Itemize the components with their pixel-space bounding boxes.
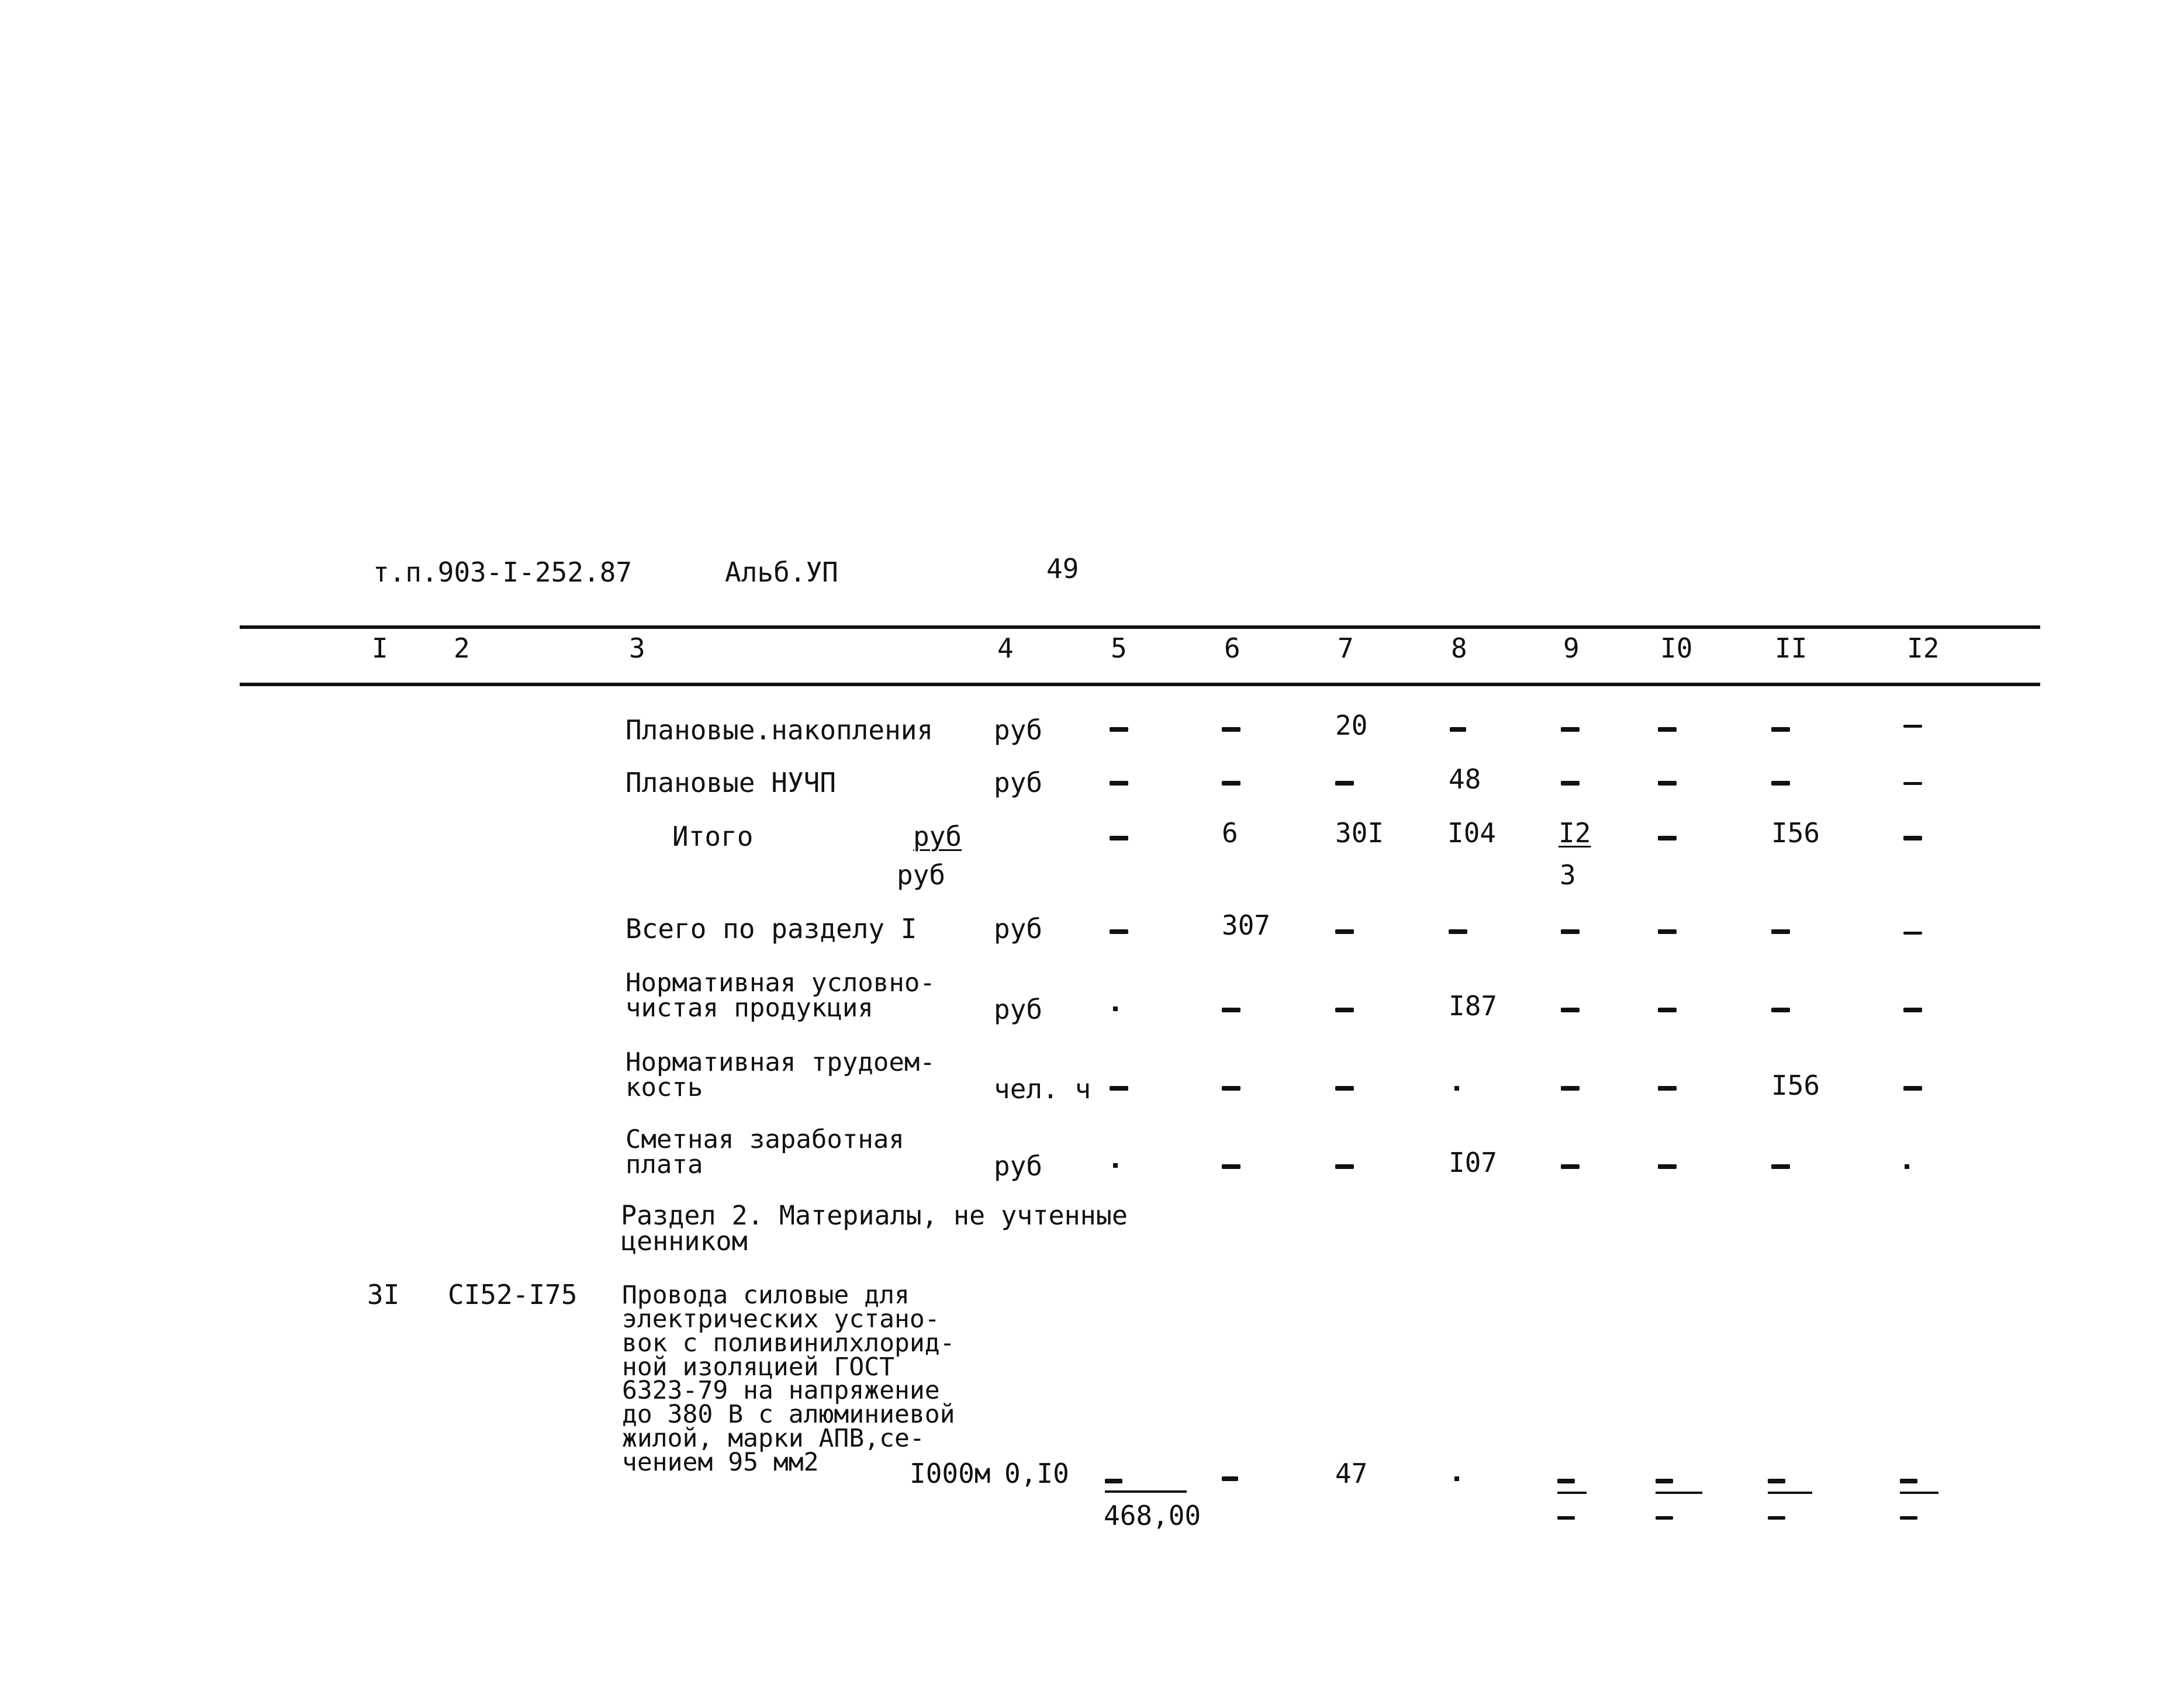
dash-mark <box>1903 725 1922 728</box>
dot-mark <box>1905 1164 1909 1169</box>
column-header-5: 5 <box>1111 632 1127 664</box>
column-header-2: 2 <box>454 632 470 664</box>
column-header-9: 9 <box>1563 632 1580 664</box>
fraction-bar <box>1105 1490 1187 1493</box>
doc-code: т.п.903-I-252.87 <box>373 556 633 588</box>
dash-mark <box>1561 929 1580 934</box>
dash-mark <box>1903 932 1922 935</box>
dot-mark <box>1113 1163 1118 1168</box>
dash-mark <box>1222 1086 1240 1091</box>
page-number: 49 <box>1046 553 1079 584</box>
item31-code: CI52-I75 <box>448 1279 578 1310</box>
dash-mark <box>1110 836 1128 840</box>
dot-mark <box>1113 1006 1118 1011</box>
item31-description: Провода силовые для электрических устано- вок с поливинилхлорид- ной изоляцией ГОСТ 6323-79 на напряжение до 380 В с алюминиевой жилой, марки АПВ,се- чением 95 мм2 <box>622 1281 955 1477</box>
row-planned-nuchp-c8: 48 <box>1449 763 1481 795</box>
row-norm-labor-name: Нормативная трудоем- кость <box>626 1047 935 1103</box>
dash-mark <box>1658 929 1677 934</box>
header-bottom-rule <box>240 683 2040 686</box>
dash-mark <box>1768 1479 1785 1483</box>
dash-mark <box>1771 1008 1790 1012</box>
row-norm-labor-c11: I56 <box>1771 1070 1820 1101</box>
dash-mark <box>1771 727 1790 732</box>
dash-mark <box>1903 836 1922 840</box>
dash-mark <box>1222 1008 1240 1012</box>
dash-mark <box>1561 1164 1580 1169</box>
dash-mark <box>1557 1479 1575 1483</box>
dash-mark <box>1658 781 1677 786</box>
dash-mark <box>1222 1476 1238 1481</box>
row-total-c9-bottom: 3 <box>1560 859 1576 891</box>
dash-mark <box>1222 727 1240 732</box>
row-norm-product-unit: руб <box>994 994 1043 1025</box>
row-planned-savings-unit: руб <box>994 714 1043 746</box>
dash-mark <box>1903 1086 1922 1091</box>
dash-mark <box>1658 1008 1677 1012</box>
column-header-11: II <box>1775 632 1808 664</box>
row-total-c7: 30I <box>1335 817 1384 849</box>
item31-c5-bottom: 468,00 <box>1104 1500 1201 1531</box>
column-header-7: 7 <box>1338 632 1354 664</box>
column-header-3: 3 <box>629 632 645 664</box>
fraction-bar <box>1557 1492 1587 1494</box>
dash-mark <box>1561 727 1580 732</box>
dash-mark <box>1335 1008 1354 1012</box>
dash-mark <box>1110 929 1128 934</box>
dash-mark <box>1557 1516 1575 1520</box>
column-header-6: 6 <box>1224 632 1240 664</box>
row-planned-nuchp-name: Плановые НУЧП <box>626 767 837 798</box>
column-header-1: I <box>372 632 388 664</box>
row-total-unit-bottom: руб <box>897 859 946 891</box>
row-norm-product-c8: I87 <box>1449 990 1498 1022</box>
row-total-c6: 6 <box>1222 817 1238 849</box>
dash-mark <box>1222 1164 1240 1169</box>
dash-mark <box>1658 1164 1677 1169</box>
dash-mark <box>1335 1086 1354 1091</box>
row-planned-savings-name: Плановые.накопления <box>626 714 934 746</box>
row-norm-product-name: Нормативная условно- чистая продукция <box>626 968 935 1023</box>
dash-mark <box>1561 1086 1580 1091</box>
dash-mark <box>1335 781 1354 786</box>
row-total-c8: I04 <box>1447 817 1497 849</box>
column-header-8: 8 <box>1451 632 1467 664</box>
dot-mark <box>1454 1086 1459 1091</box>
row-section-total-c6: 307 <box>1222 909 1271 941</box>
dash-mark <box>1105 1479 1122 1483</box>
row-total-c11: I56 <box>1771 817 1820 849</box>
row-est-salary-c8: I07 <box>1449 1147 1498 1178</box>
dash-mark <box>1900 1479 1917 1483</box>
dash-mark <box>1561 781 1580 786</box>
row-total-name: Итого <box>672 821 754 852</box>
row-section-total-unit: руб <box>994 913 1043 945</box>
album-label: Альб.УП <box>725 556 838 588</box>
dash-mark <box>1658 836 1677 840</box>
dash-mark <box>1771 929 1790 934</box>
row-est-salary-unit: руб <box>994 1150 1043 1182</box>
dot-mark <box>1454 1476 1459 1481</box>
dash-mark <box>1335 1164 1354 1169</box>
dash-mark <box>1900 1516 1917 1520</box>
dash-mark <box>1768 1516 1785 1520</box>
table-top-rule <box>240 625 2040 629</box>
fraction-bar <box>1768 1492 1812 1494</box>
dash-mark <box>1903 782 1922 785</box>
dash-mark <box>1658 727 1677 732</box>
item31-c7: 47 <box>1335 1458 1368 1489</box>
dash-mark <box>1449 929 1467 934</box>
row-est-salary-name: Сметная заработная плата <box>626 1125 904 1180</box>
column-header-4: 4 <box>997 632 1014 664</box>
column-header-12: I2 <box>1907 632 1940 664</box>
row-total-c9-top: I2 <box>1558 817 1591 849</box>
row-planned-nuchp-unit: руб <box>994 767 1043 798</box>
fraction-bar <box>1656 1492 1702 1494</box>
dash-mark <box>1658 1086 1677 1091</box>
item31-unit: I000м <box>910 1458 991 1489</box>
dash-mark <box>1903 1008 1922 1012</box>
dash-mark <box>1110 727 1128 732</box>
dash-mark <box>1110 781 1128 786</box>
row-planned-savings-c7: 20 <box>1335 710 1368 741</box>
row-norm-labor-unit: чел. ч <box>994 1073 1091 1105</box>
item31-number: 3I <box>367 1279 400 1310</box>
dash-mark <box>1656 1479 1673 1483</box>
dash-mark <box>1222 781 1240 786</box>
column-header-10: I0 <box>1660 632 1693 664</box>
dash-mark <box>1771 1164 1790 1169</box>
dash-mark <box>1110 1086 1128 1091</box>
dash-mark <box>1450 727 1466 732</box>
dash-mark <box>1561 1008 1580 1012</box>
row-total-unit-top: руб <box>913 821 962 852</box>
fraction-bar <box>1900 1492 1938 1494</box>
row-section-total-name: Всего по разделу I <box>626 913 917 945</box>
dash-mark <box>1771 781 1790 786</box>
dash-mark <box>1656 1516 1673 1520</box>
section2-title: Раздел 2. Материалы, не учтенные ценником <box>621 1200 1128 1257</box>
dash-mark <box>1335 929 1354 934</box>
item31-quantity: 0,I0 <box>1004 1458 1069 1489</box>
